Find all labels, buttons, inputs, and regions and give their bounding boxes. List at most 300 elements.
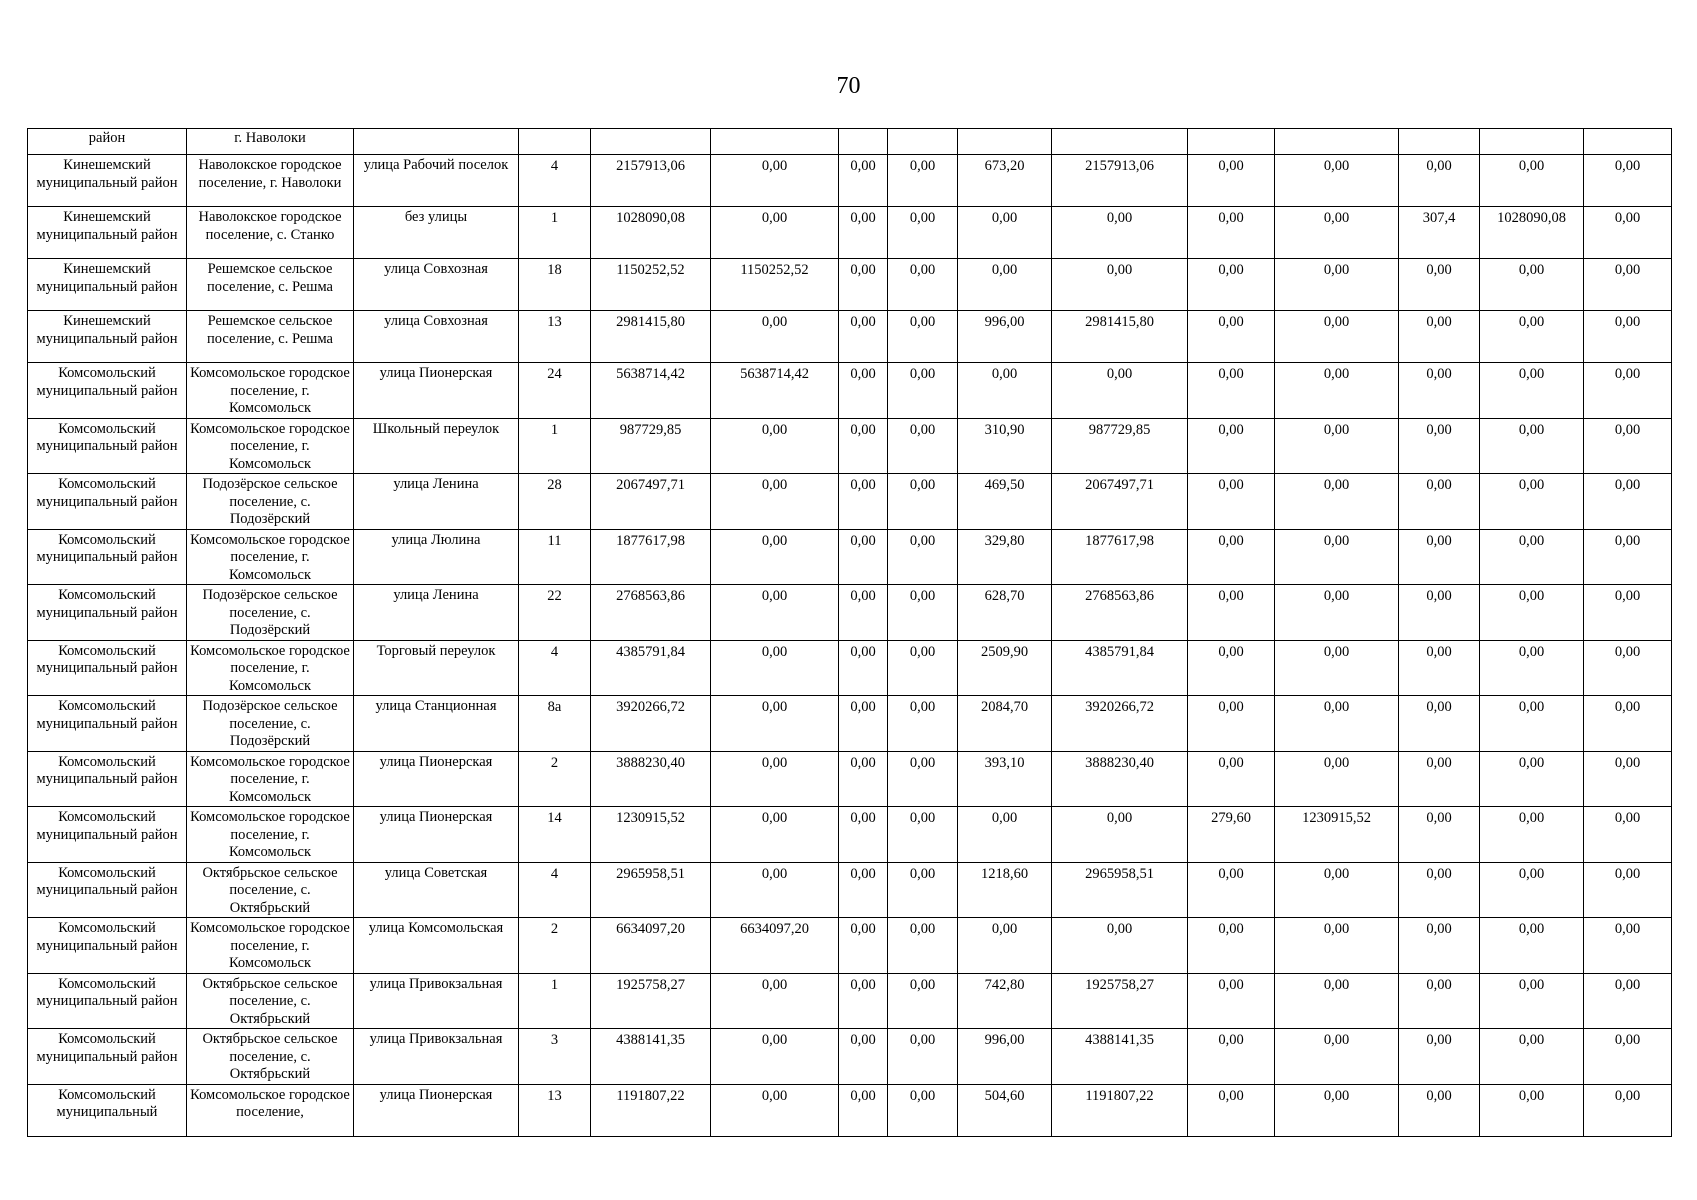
cell-house-number: 22 [519, 585, 591, 641]
cell-street: улица Совхозная [354, 311, 519, 363]
cell-col-11: 0,00 [1188, 751, 1275, 807]
cell-col-7: 0,00 [839, 696, 888, 752]
cell-settlement: Решемское сельское поселение, с. Решма [187, 259, 354, 311]
cell-col-11: 0,00 [1188, 311, 1275, 363]
cell-col-10: 1191807,22 [1052, 1084, 1188, 1136]
cell-col-12: 1230915,52 [1275, 807, 1399, 863]
table-row [28, 918, 1672, 974]
cell-house-number: 18 [519, 259, 591, 311]
cell-col-13: 0,00 [1399, 155, 1480, 207]
cell-col-10: 2981415,80 [1052, 311, 1188, 363]
cell-street: улица Советская [354, 862, 519, 918]
cell-house-number: 1 [519, 207, 591, 259]
cell-col-14: 0,00 [1480, 1029, 1584, 1085]
cell-total-cost: 1191807,22 [591, 1084, 711, 1136]
cell-total-cost: 2981415,80 [591, 311, 711, 363]
table-row [28, 207, 1672, 259]
cell-street: улица Пионерская [354, 363, 519, 419]
cell-total-cost: 1028090,08 [591, 207, 711, 259]
cell-street: улица Привокзальная [354, 1029, 519, 1085]
cell-col-9: 0,00 [958, 807, 1052, 863]
cell-col-14: 0,00 [1480, 973, 1584, 1029]
cell-col-10: 2157913,06 [1052, 155, 1188, 207]
cell-col-7: 0,00 [839, 973, 888, 1029]
cell-col-7: 0,00 [839, 155, 888, 207]
cell-col-15: 0,00 [1584, 207, 1672, 259]
cell-street [354, 129, 519, 155]
cell-col-14: 0,00 [1480, 751, 1584, 807]
cell-col-11: 0,00 [1188, 973, 1275, 1029]
cell-col-10: 3920266,72 [1052, 696, 1188, 752]
table-body [28, 129, 1672, 1137]
cell-col-11: 0,00 [1188, 696, 1275, 752]
cell-col-7: 0,00 [839, 474, 888, 530]
cell-district: Комсомольский муниципальный район [28, 474, 187, 530]
cell-total-cost [591, 129, 711, 155]
cell-col-7: 0,00 [839, 1029, 888, 1085]
cell-col-12 [1275, 129, 1399, 155]
cell-street: улица Совхозная [354, 259, 519, 311]
cell-col-10 [1052, 129, 1188, 155]
cell-district: Комсомольский муниципальный район [28, 918, 187, 974]
cell-settlement: Подозёрское сельское поселение, с. Подозёрский [187, 474, 354, 530]
cell-district: Комсомольский муниципальный район [28, 751, 187, 807]
cell-col-10: 1877617,98 [1052, 529, 1188, 585]
table-row [28, 973, 1672, 1029]
cell-col-10: 987729,85 [1052, 418, 1188, 474]
cell-col-6: 5638714,42 [711, 363, 839, 419]
cell-col-13: 0,00 [1399, 474, 1480, 530]
page-number: 70 [836, 73, 861, 99]
cell-col-15: 0,00 [1584, 1084, 1672, 1136]
cell-col-15: 0,00 [1584, 862, 1672, 918]
cell-col-11: 279,60 [1188, 807, 1275, 863]
cell-total-cost: 2067497,71 [591, 474, 711, 530]
cell-district: Комсомольский муниципальный район [28, 973, 187, 1029]
cell-house-number: 24 [519, 363, 591, 419]
cell-col-6: 6634097,20 [711, 918, 839, 974]
cell-col-12: 0,00 [1275, 696, 1399, 752]
cell-street: улица Станционная [354, 696, 519, 752]
cell-col-13: 0,00 [1399, 807, 1480, 863]
cell-settlement: Октябрьское сельское поселение, с. Октябрьский [187, 1029, 354, 1085]
cell-col-13: 307,4 [1399, 207, 1480, 259]
cell-col-8: 0,00 [888, 585, 958, 641]
cell-col-13: 0,00 [1399, 1084, 1480, 1136]
cell-col-15: 0,00 [1584, 418, 1672, 474]
cell-col-8: 0,00 [888, 311, 958, 363]
cell-col-7: 0,00 [839, 363, 888, 419]
cell-settlement: Комсомольское городское поселение, г. Комсомольск [187, 640, 354, 696]
cell-col-15: 0,00 [1584, 155, 1672, 207]
cell-total-cost: 2157913,06 [591, 155, 711, 207]
cell-col-11: 0,00 [1188, 529, 1275, 585]
cell-col-8: 0,00 [888, 529, 958, 585]
cell-total-cost: 5638714,42 [591, 363, 711, 419]
cell-col-6: 0,00 [711, 807, 839, 863]
cell-col-9: 742,80 [958, 973, 1052, 1029]
cell-col-14: 0,00 [1480, 155, 1584, 207]
cell-house-number: 11 [519, 529, 591, 585]
cell-col-9: 504,60 [958, 1084, 1052, 1136]
cell-settlement: Комсомольское городское поселение, [187, 1084, 354, 1136]
cell-settlement: г. Наволоки [187, 129, 354, 155]
cell-col-6 [711, 129, 839, 155]
cell-total-cost: 987729,85 [591, 418, 711, 474]
cell-house-number: 14 [519, 807, 591, 863]
cell-col-10: 1925758,27 [1052, 973, 1188, 1029]
cell-col-13: 0,00 [1399, 1029, 1480, 1085]
cell-col-15 [1584, 129, 1672, 155]
cell-col-7: 0,00 [839, 207, 888, 259]
cell-street: улица Ленина [354, 585, 519, 641]
cell-col-6: 0,00 [711, 418, 839, 474]
cell-col-11: 0,00 [1188, 640, 1275, 696]
cell-col-15: 0,00 [1584, 696, 1672, 752]
cell-house-number: 1 [519, 418, 591, 474]
cell-house-number: 13 [519, 1084, 591, 1136]
cell-street: улица Пионерская [354, 751, 519, 807]
cell-house-number: 8а [519, 696, 591, 752]
cell-col-7: 0,00 [839, 807, 888, 863]
cell-col-7: 0,00 [839, 259, 888, 311]
cell-district: Комсомольский муниципальный район [28, 862, 187, 918]
cell-col-8: 0,00 [888, 1084, 958, 1136]
cell-col-13: 0,00 [1399, 973, 1480, 1029]
table-row [28, 640, 1672, 696]
cell-col-14: 0,00 [1480, 474, 1584, 530]
cell-col-8: 0,00 [888, 918, 958, 974]
cell-col-9: 2084,70 [958, 696, 1052, 752]
cell-district: Кинешемский муниципальный район [28, 259, 187, 311]
table-row [28, 474, 1672, 530]
cell-col-9: 996,00 [958, 311, 1052, 363]
cell-col-9: 393,10 [958, 751, 1052, 807]
cell-house-number: 2 [519, 751, 591, 807]
cell-col-9: 0,00 [958, 207, 1052, 259]
cell-col-12: 0,00 [1275, 311, 1399, 363]
cell-total-cost: 4388141,35 [591, 1029, 711, 1085]
cell-col-12: 0,00 [1275, 1029, 1399, 1085]
cell-col-11: 0,00 [1188, 1084, 1275, 1136]
cell-settlement: Подозёрское сельское поселение, с. Подозёрский [187, 585, 354, 641]
table-row [28, 585, 1672, 641]
cell-district: Комсомольский муниципальный район [28, 807, 187, 863]
cell-col-15: 0,00 [1584, 363, 1672, 419]
cell-col-6: 0,00 [711, 155, 839, 207]
cell-col-7: 0,00 [839, 418, 888, 474]
cell-col-11: 0,00 [1188, 155, 1275, 207]
cell-total-cost: 1230915,52 [591, 807, 711, 863]
cell-col-7: 0,00 [839, 751, 888, 807]
cell-house-number: 28 [519, 474, 591, 530]
cell-col-9: 469,50 [958, 474, 1052, 530]
cell-col-6: 0,00 [711, 1084, 839, 1136]
cell-col-9 [958, 129, 1052, 155]
cell-total-cost: 6634097,20 [591, 918, 711, 974]
cell-col-14: 0,00 [1480, 807, 1584, 863]
cell-col-10: 2965958,51 [1052, 862, 1188, 918]
cell-house-number: 3 [519, 1029, 591, 1085]
table-row [28, 751, 1672, 807]
cell-col-10: 0,00 [1052, 807, 1188, 863]
cell-col-12: 0,00 [1275, 1084, 1399, 1136]
cell-street: без улицы [354, 207, 519, 259]
table-row [28, 807, 1672, 863]
cell-col-8: 0,00 [888, 259, 958, 311]
cell-col-8: 0,00 [888, 363, 958, 419]
cell-house-number: 2 [519, 918, 591, 974]
cell-col-9: 0,00 [958, 259, 1052, 311]
cell-col-9: 996,00 [958, 1029, 1052, 1085]
cell-col-11: 0,00 [1188, 918, 1275, 974]
cell-district: Комсомольский муниципальный район [28, 418, 187, 474]
cell-col-12: 0,00 [1275, 862, 1399, 918]
cell-district: Комсомольский муниципальный район [28, 585, 187, 641]
cell-col-9: 2509,90 [958, 640, 1052, 696]
cell-col-12: 0,00 [1275, 529, 1399, 585]
cell-district: Кинешемский муниципальный район [28, 311, 187, 363]
cell-col-11: 0,00 [1188, 207, 1275, 259]
cell-col-11: 0,00 [1188, 418, 1275, 474]
cell-col-9: 329,80 [958, 529, 1052, 585]
cell-col-8 [888, 129, 958, 155]
cell-house-number: 1 [519, 973, 591, 1029]
cell-col-7 [839, 129, 888, 155]
cell-col-13: 0,00 [1399, 529, 1480, 585]
table-row [28, 363, 1672, 419]
cell-settlement: Комсомольское городское поселение, г. Комсомольск [187, 918, 354, 974]
cell-col-13: 0,00 [1399, 363, 1480, 419]
cell-col-14 [1480, 129, 1584, 155]
cell-col-13: 0,00 [1399, 259, 1480, 311]
cell-col-11: 0,00 [1188, 585, 1275, 641]
cell-settlement: Комсомольское городское поселение, г. Комсомольск [187, 418, 354, 474]
cell-col-6: 0,00 [711, 640, 839, 696]
cell-col-11: 0,00 [1188, 259, 1275, 311]
table-row [28, 259, 1672, 311]
cell-col-6: 1150252,52 [711, 259, 839, 311]
table-row [28, 529, 1672, 585]
cell-street: улица Ленина [354, 474, 519, 530]
table-row [28, 1029, 1672, 1085]
cell-settlement: Наволокское городское поселение, г. Наволоки [187, 155, 354, 207]
cell-district: район [28, 129, 187, 155]
cell-col-12: 0,00 [1275, 259, 1399, 311]
cell-col-15: 0,00 [1584, 1029, 1672, 1085]
cell-col-14: 0,00 [1480, 1084, 1584, 1136]
cell-col-12: 0,00 [1275, 640, 1399, 696]
cell-col-13: 0,00 [1399, 418, 1480, 474]
cell-district: Комсомольский муниципальный район [28, 529, 187, 585]
cell-col-12: 0,00 [1275, 155, 1399, 207]
cell-col-11: 0,00 [1188, 363, 1275, 419]
cell-col-12: 0,00 [1275, 207, 1399, 259]
cell-col-6: 0,00 [711, 862, 839, 918]
cell-street: Школьный переулок [354, 418, 519, 474]
cell-col-12: 0,00 [1275, 418, 1399, 474]
cell-col-9: 0,00 [958, 918, 1052, 974]
table-row [28, 155, 1672, 207]
cell-col-15: 0,00 [1584, 807, 1672, 863]
cell-street: улица Пионерская [354, 807, 519, 863]
cell-total-cost: 3888230,40 [591, 751, 711, 807]
table-row [28, 418, 1672, 474]
cell-col-13 [1399, 129, 1480, 155]
cell-col-8: 0,00 [888, 1029, 958, 1085]
cell-col-15: 0,00 [1584, 751, 1672, 807]
cell-col-15: 0,00 [1584, 311, 1672, 363]
cell-total-cost: 1150252,52 [591, 259, 711, 311]
cell-settlement: Комсомольское городское поселение, г. Комсомольск [187, 807, 354, 863]
cell-street: Торговый переулок [354, 640, 519, 696]
cell-col-8: 0,00 [888, 696, 958, 752]
cell-settlement: Решемское сельское поселение, с. Решма [187, 311, 354, 363]
cell-col-14: 0,00 [1480, 259, 1584, 311]
cell-district: Комсомольский муниципальный [28, 1084, 187, 1136]
cell-settlement: Подозёрское сельское поселение, с. Подозёрский [187, 696, 354, 752]
cell-col-13: 0,00 [1399, 751, 1480, 807]
cell-total-cost: 2965958,51 [591, 862, 711, 918]
cell-col-13: 0,00 [1399, 311, 1480, 363]
cell-col-9: 310,90 [958, 418, 1052, 474]
cell-col-7: 0,00 [839, 1084, 888, 1136]
cell-house-number: 13 [519, 311, 591, 363]
table-row [28, 862, 1672, 918]
cell-col-10: 3888230,40 [1052, 751, 1188, 807]
cell-col-9: 628,70 [958, 585, 1052, 641]
cell-col-8: 0,00 [888, 640, 958, 696]
cell-col-13: 0,00 [1399, 862, 1480, 918]
data-table [27, 128, 1672, 1137]
cell-col-14: 0,00 [1480, 363, 1584, 419]
cell-settlement: Октябрьское сельское поселение, с. Октябрьский [187, 973, 354, 1029]
cell-total-cost: 4385791,84 [591, 640, 711, 696]
cell-col-10: 0,00 [1052, 918, 1188, 974]
cell-col-9: 0,00 [958, 363, 1052, 419]
cell-settlement: Комсомольское городское поселение, г. Комсомольск [187, 529, 354, 585]
cell-col-12: 0,00 [1275, 474, 1399, 530]
cell-house-number: 4 [519, 862, 591, 918]
cell-col-11: 0,00 [1188, 1029, 1275, 1085]
cell-col-12: 0,00 [1275, 751, 1399, 807]
cell-col-15: 0,00 [1584, 973, 1672, 1029]
cell-total-cost: 1925758,27 [591, 973, 711, 1029]
cell-settlement: Октябрьское сельское поселение, с. Октябрьский [187, 862, 354, 918]
cell-col-8: 0,00 [888, 207, 958, 259]
cell-col-13: 0,00 [1399, 640, 1480, 696]
cell-col-10: 2067497,71 [1052, 474, 1188, 530]
cell-street: улица Рабочий поселок [354, 155, 519, 207]
table-row [28, 129, 1672, 155]
cell-street: улица Пионерская [354, 1084, 519, 1136]
cell-col-15: 0,00 [1584, 585, 1672, 641]
cell-col-10: 0,00 [1052, 207, 1188, 259]
cell-col-12: 0,00 [1275, 918, 1399, 974]
cell-col-7: 0,00 [839, 640, 888, 696]
cell-col-7: 0,00 [839, 311, 888, 363]
cell-house-number [519, 129, 591, 155]
cell-street: улица Привокзальная [354, 973, 519, 1029]
cell-col-6: 0,00 [711, 1029, 839, 1085]
cell-col-10: 4388141,35 [1052, 1029, 1188, 1085]
cell-col-12: 0,00 [1275, 973, 1399, 1029]
cell-col-14: 1028090,08 [1480, 207, 1584, 259]
cell-col-15: 0,00 [1584, 474, 1672, 530]
cell-col-9: 673,20 [958, 155, 1052, 207]
cell-settlement: Комсомольское городское поселение, г. Комсомольск [187, 363, 354, 419]
cell-total-cost: 1877617,98 [591, 529, 711, 585]
cell-col-14: 0,00 [1480, 311, 1584, 363]
cell-col-8: 0,00 [888, 751, 958, 807]
table-row [28, 1084, 1672, 1136]
cell-street: улица Люлина [354, 529, 519, 585]
cell-col-15: 0,00 [1584, 529, 1672, 585]
cell-district: Комсомольский муниципальный район [28, 696, 187, 752]
cell-col-14: 0,00 [1480, 640, 1584, 696]
cell-col-14: 0,00 [1480, 418, 1584, 474]
cell-col-15: 0,00 [1584, 640, 1672, 696]
cell-col-6: 0,00 [711, 973, 839, 1029]
cell-col-11: 0,00 [1188, 862, 1275, 918]
cell-col-8: 0,00 [888, 862, 958, 918]
cell-col-14: 0,00 [1480, 585, 1584, 641]
cell-total-cost: 3920266,72 [591, 696, 711, 752]
cell-col-6: 0,00 [711, 696, 839, 752]
cell-col-9: 1218,60 [958, 862, 1052, 918]
cell-col-15: 0,00 [1584, 259, 1672, 311]
cell-district: Кинешемский муниципальный район [28, 207, 187, 259]
cell-col-6: 0,00 [711, 474, 839, 530]
cell-settlement: Наволокское городское поселение, с. Станко [187, 207, 354, 259]
cell-col-8: 0,00 [888, 807, 958, 863]
cell-col-10: 0,00 [1052, 363, 1188, 419]
cell-col-14: 0,00 [1480, 918, 1584, 974]
cell-col-8: 0,00 [888, 474, 958, 530]
cell-col-14: 0,00 [1480, 862, 1584, 918]
cell-settlement: Комсомольское городское поселение, г. Комсомольск [187, 751, 354, 807]
cell-col-10: 4385791,84 [1052, 640, 1188, 696]
cell-house-number: 4 [519, 155, 591, 207]
cell-col-13: 0,00 [1399, 585, 1480, 641]
cell-district: Комсомольский муниципальный район [28, 363, 187, 419]
table-row [28, 311, 1672, 363]
cell-house-number: 4 [519, 640, 591, 696]
cell-district: Кинешемский муниципальный район [28, 155, 187, 207]
cell-col-8: 0,00 [888, 155, 958, 207]
cell-district: Комсомольский муниципальный район [28, 1029, 187, 1085]
cell-col-7: 0,00 [839, 529, 888, 585]
cell-col-11 [1188, 129, 1275, 155]
cell-col-8: 0,00 [888, 418, 958, 474]
cell-col-10: 2768563,86 [1052, 585, 1188, 641]
cell-col-6: 0,00 [711, 529, 839, 585]
cell-col-7: 0,00 [839, 585, 888, 641]
cell-col-13: 0,00 [1399, 696, 1480, 752]
table-row [28, 696, 1672, 752]
cell-col-6: 0,00 [711, 207, 839, 259]
cell-col-15: 0,00 [1584, 918, 1672, 974]
cell-col-6: 0,00 [711, 585, 839, 641]
cell-district: Комсомольский муниципальный район [28, 640, 187, 696]
cell-street: улица Комсомольская [354, 918, 519, 974]
cell-col-14: 0,00 [1480, 696, 1584, 752]
cell-col-7: 0,00 [839, 862, 888, 918]
cell-col-12: 0,00 [1275, 363, 1399, 419]
cell-col-7: 0,00 [839, 918, 888, 974]
cell-col-6: 0,00 [711, 311, 839, 363]
cell-col-12: 0,00 [1275, 585, 1399, 641]
